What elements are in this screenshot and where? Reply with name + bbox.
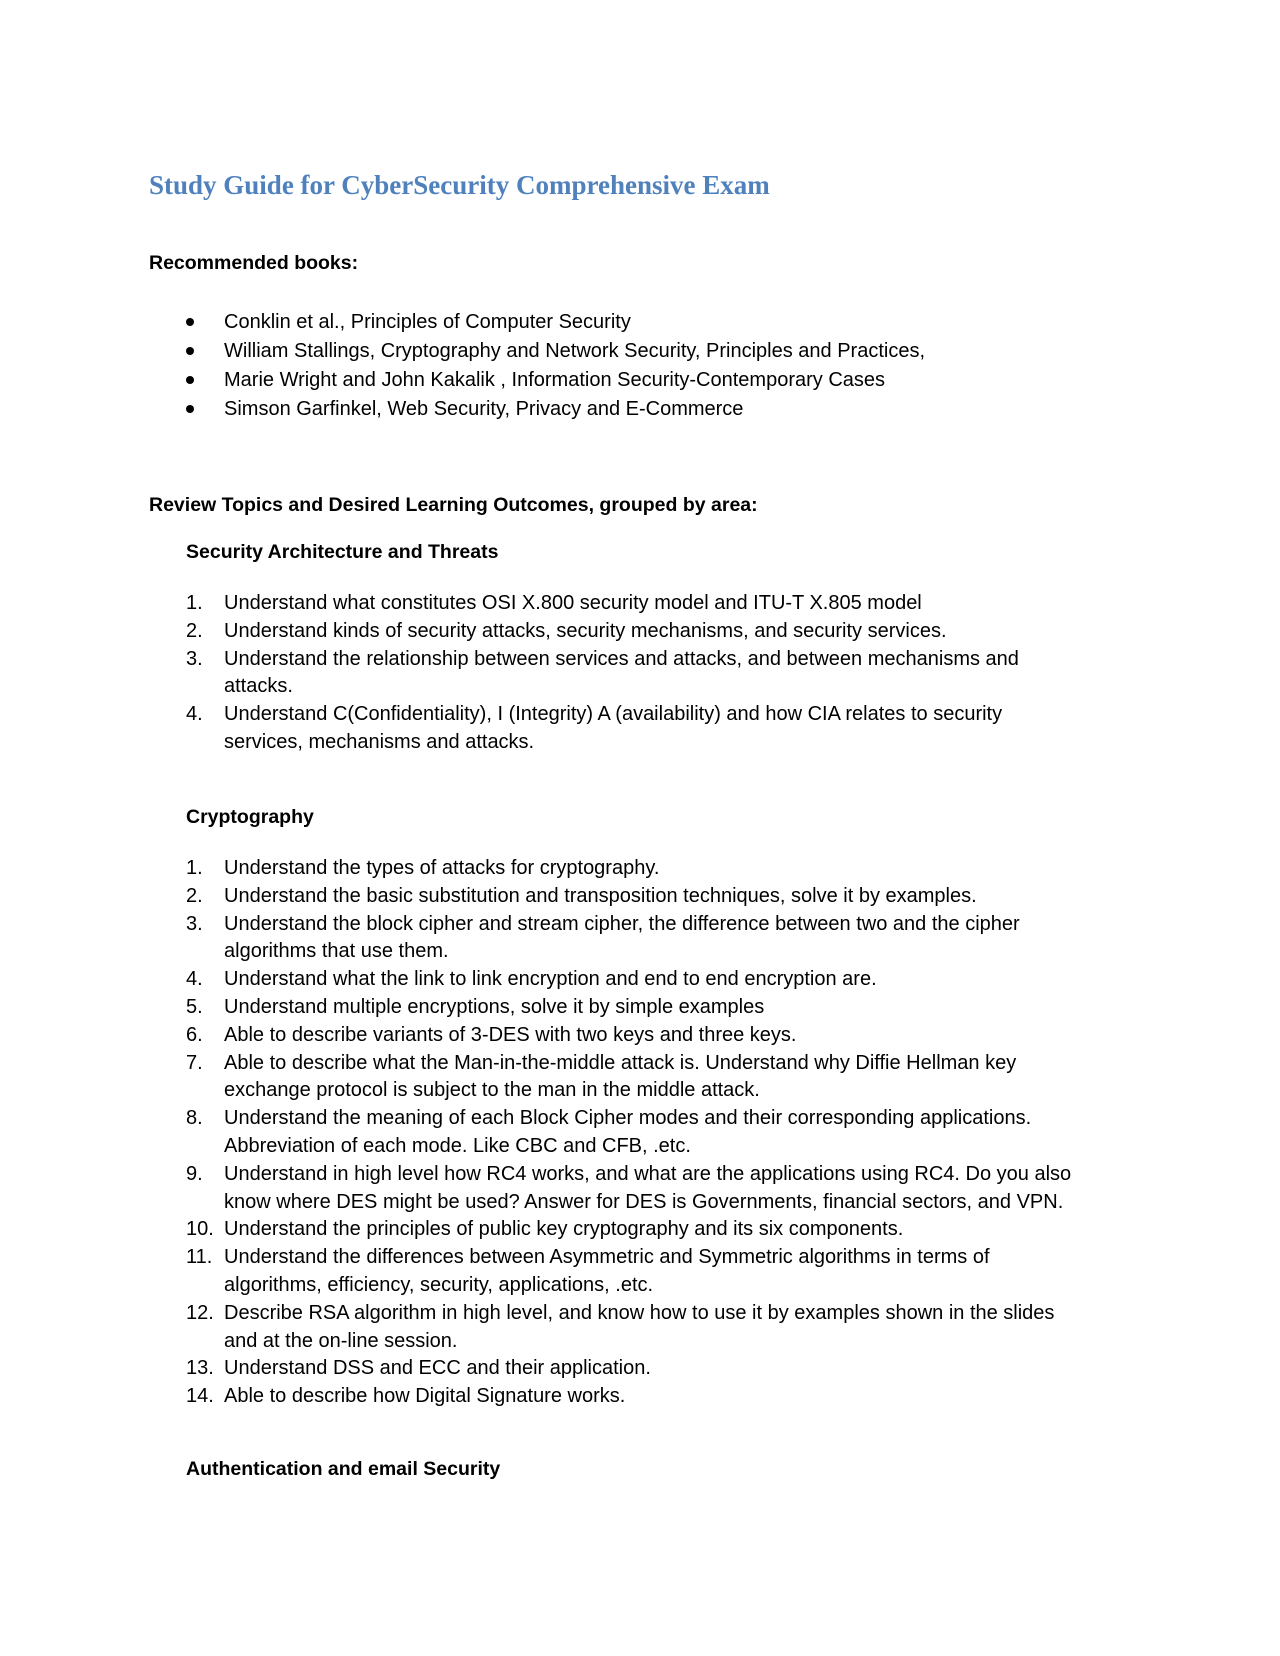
item-number: 7. xyxy=(186,1051,203,1074)
item-text: Understand the block cipher and stream cipher, the difference between two and the cipher xyxy=(224,912,1020,935)
review-heading: Review Topics and Desired Learning Outcomes, grouped by area: xyxy=(149,494,758,516)
item-text: Able to describe what the Man-in-the-middle attack is. Understand why Diffie Hellman key xyxy=(224,1051,1017,1074)
bullet-icon xyxy=(186,376,194,384)
item-text: attacks. xyxy=(224,675,293,698)
item-number: 6. xyxy=(186,1023,203,1046)
item-number: 1. xyxy=(186,592,203,614)
item-text: Able to describe how Digital Signature works. xyxy=(224,1385,626,1408)
item-text: algorithms, efficiency, security, applications, .etc. xyxy=(224,1273,654,1296)
book-title: Simson Garfinkel, Web Security, Privacy and E-Commerce xyxy=(224,398,744,420)
item-number: 2. xyxy=(186,619,203,642)
bullet-icon xyxy=(186,405,194,413)
item-text: Understand the relationship between services and attacks, and between mechanisms and xyxy=(224,647,1019,670)
item-text: Abbreviation of each mode. Like CBC and CFB, .etc. xyxy=(224,1134,691,1157)
item-number: 14. xyxy=(186,1385,214,1408)
item-text: algorithms that use them. xyxy=(224,940,449,963)
item-number: 3. xyxy=(186,647,203,670)
book-title: Conklin et al., Principles of Computer Security xyxy=(224,311,631,333)
item-text: and at the on-line session. xyxy=(224,1329,458,1352)
section-heading: Security Architecture and Threats xyxy=(186,541,499,563)
item-number: 1. xyxy=(186,857,203,879)
item-text: Able to describe variants of 3-DES with two keys and three keys. xyxy=(224,1023,797,1046)
item-number: 10. xyxy=(186,1218,214,1241)
books-heading: Recommended books: xyxy=(149,252,359,274)
item-text: Understand what the link to link encryption and end to end encryption are. xyxy=(224,968,877,991)
item-number: 5. xyxy=(186,996,203,1018)
item-number: 4. xyxy=(186,968,203,991)
item-text: Understand the principles of public key cryptography and its six components. xyxy=(224,1218,904,1241)
item-text: exchange protocol is subject to the man in the middle attack. xyxy=(224,1079,760,1102)
item-text: Understand in high level how RC4 works, and what are the applications using RC4. Do you also xyxy=(224,1162,1072,1185)
bullet-icon xyxy=(186,318,194,326)
item-text: Understand the meaning of each Block Cipher modes and their corresponding applications. xyxy=(224,1107,1032,1130)
item-text: Understand the basic substitution and transposition techniques, solve it by examples. xyxy=(224,884,977,907)
item-number: 8. xyxy=(186,1107,203,1130)
item-text: services, mechanisms and attacks. xyxy=(224,730,535,753)
item-number: 11. xyxy=(186,1246,213,1269)
section-heading: Authentication and email Security xyxy=(186,1458,501,1480)
item-text: Describe RSA algorithm in high level, and know how to use it by examples shown in the slides xyxy=(224,1301,1055,1324)
item-text: Understand C(Confidentiality), I (Integrity) A (availability) and how CIA relates to security xyxy=(224,703,1003,726)
item-text: Understand what constitutes OSI X.800 security model and ITU-T X.805 model xyxy=(224,592,922,614)
item-text: know where DES might be used? Answer for DES is Governments, financial sectors, and VPN. xyxy=(224,1190,1064,1213)
item-number: 9. xyxy=(186,1162,203,1185)
item-number: 2. xyxy=(186,884,203,907)
item-text: Understand DSS and ECC and their application. xyxy=(224,1357,651,1380)
item-text: Understand the differences between Asymmetric and Symmetric algorithms in terms of xyxy=(224,1246,990,1269)
section-heading: Cryptography xyxy=(186,806,314,828)
item-text: Understand kinds of security attacks, security mechanisms, and security services. xyxy=(224,619,947,642)
item-text: Understand multiple encryptions, solve it by simple examples xyxy=(224,996,765,1018)
book-title: William Stallings, Cryptography and Network Security, Principles and Practices, xyxy=(224,340,926,362)
item-number: 3. xyxy=(186,912,203,935)
item-number: 12. xyxy=(186,1301,214,1324)
document-title: Study Guide for CyberSecurity Comprehensive Exam xyxy=(149,170,770,200)
bullet-icon xyxy=(186,347,194,355)
item-number: 4. xyxy=(186,703,203,726)
item-text: Understand the types of attacks for cryptography. xyxy=(224,857,660,879)
item-number: 13. xyxy=(186,1357,214,1380)
book-title: Marie Wright and John Kakalik , Information Security-Contemporary Cases xyxy=(224,369,886,391)
